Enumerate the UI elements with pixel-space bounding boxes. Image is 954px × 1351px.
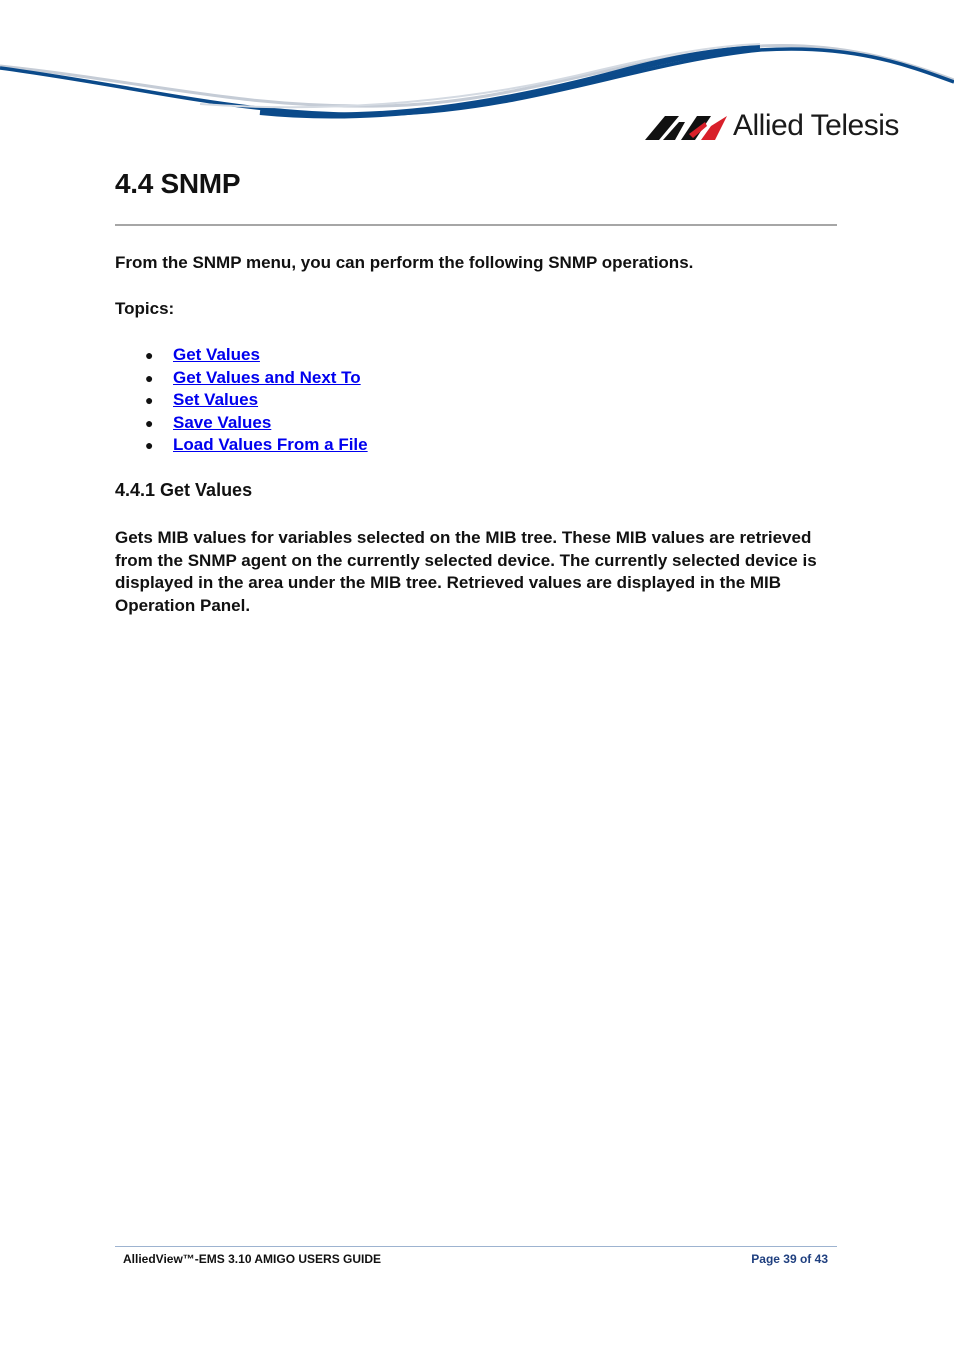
topics-label: Topics: <box>115 299 175 318</box>
list-item <box>115 344 368 367</box>
allied-telesis-logo <box>645 108 905 148</box>
logo-wordmark: Allied Telesis <box>733 109 899 142</box>
bullet-icon: ● <box>145 392 154 409</box>
topics-list <box>115 344 368 457</box>
subsection-body: Gets MIB values for variables selected on the MIB tree. These MIB values are retrieved from the SNMP agent on the currently selected device. The currently selected device is displayed in the area under the MIB tree. Retrieved values are displayed in the MIB Operation Panel. <box>115 528 817 616</box>
footer-document-title: AlliedView™-EMS 3.10 AMIGO USERS GUIDE <box>123 1252 382 1266</box>
list-item <box>115 389 368 412</box>
topic-link-set-values[interactable]: Set Values <box>173 390 259 410</box>
list-item <box>115 367 368 390</box>
topic-link-load-values-from-file[interactable]: Load Values From a File <box>173 435 368 455</box>
footer-divider <box>115 1246 837 1247</box>
section-intro: From the SNMP menu, you can perform the following SNMP operations. <box>115 253 694 272</box>
bullet-icon: ● <box>145 437 154 454</box>
section-title: 4.4 SNMP <box>115 168 241 199</box>
topic-link-get-values[interactable]: Get Values <box>173 345 260 364</box>
footer-page-number: Page 39 of 43 <box>751 1252 828 1266</box>
list-item <box>115 434 368 457</box>
allied-telesis-mark-icon <box>645 108 727 144</box>
list-item <box>115 412 368 435</box>
bullet-icon: ● <box>145 414 154 431</box>
bullet-icon: ● <box>145 347 154 363</box>
bullet-icon: ● <box>145 369 154 386</box>
topic-link-get-values-next-to[interactable]: Get Values and Next To <box>173 367 361 387</box>
subsection-title: 4.4.1 Get Values <box>115 480 253 500</box>
topic-link-save-values[interactable]: Save Values <box>173 412 272 432</box>
section-divider <box>115 224 837 226</box>
